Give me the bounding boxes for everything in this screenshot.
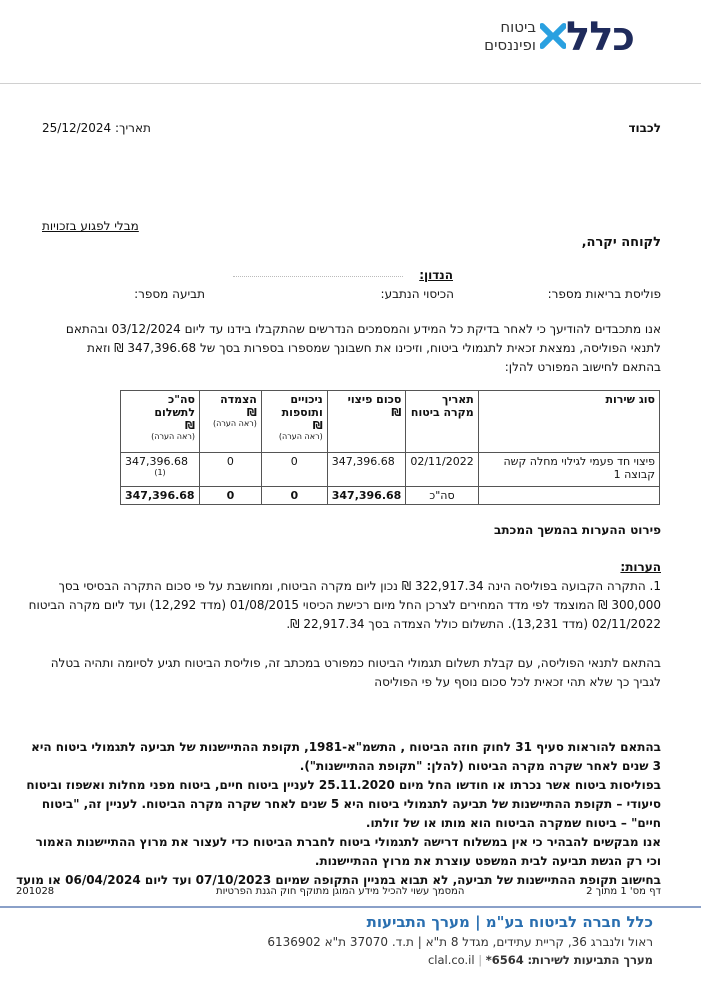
sum-empty: [478, 487, 659, 505]
row-date: 02/11/2022: [406, 453, 478, 487]
logo-wordmark: כלל: [566, 14, 635, 60]
limitation-line-4: סיעודי – תקופת ההתיישנות של תביעה לתגמולי ביטוח היא 5 שנים לאחר שקרה מקרה הביטוח. לעניין זה, "ביטוח: [41, 797, 661, 811]
details-title: פירוט ההערות בהמשך המכתב: [494, 523, 661, 537]
policy-end-line-2: לגביך כך שלא תהי זכאית לכל סכום נוסף על פי הפוליסה: [374, 675, 661, 689]
note-line-3: 02/11/2022 (מדד 13,231). התשלום כולל הצמדה בסך 22,917.34 ₪.: [286, 617, 661, 631]
col-service: סוג שירות: [478, 391, 659, 453]
row-total: [121, 453, 200, 487]
col-deductions: [261, 391, 327, 453]
note-line-1: 1. התקרה הקבועה בפוליסה הינה 322,917.34 ₪ נכון ליום מקרה הביטוח, ומחושבת על פי סכום התקרה הבסיסי בסך: [58, 579, 661, 593]
col-amount-unit: ₪: [391, 406, 402, 419]
limitation-line-6: אנו מבקשים להבהיר כי אין במשלוח דרישה לתגמולי ביטוח לחברת הביטוח כדי לעצור את מרוץ ההתיישנות האמור: [35, 835, 661, 849]
date-value: 25/12/2024: [42, 121, 112, 135]
row-service: פיצוי חד פעמי לגילוי מחלה קשה קבוצה 1: [478, 453, 659, 487]
row-linkage: 0: [199, 453, 261, 487]
intro-line-2: לתנאי הפוליסה, נמצאת זכאית לתגמולי ביטוח, וזיכינו את חשבונך שמספרו בספרות בסך של 347,396.68 ₪ וזאת: [87, 341, 661, 355]
sum-linkage: 0: [199, 487, 261, 505]
claim-number-label: תביעה מספר:: [134, 287, 205, 301]
limitation-line-1: בהתאם להוראות סעיף 31 לחוק חוזה הביטוח , התשמ"א-1981, תקופת ההתיישנות של תביעה לתגמולי ביטוח היא: [31, 740, 661, 754]
table-sum-row: [121, 487, 660, 505]
col-amount: [327, 391, 406, 453]
row-total-ref: (1): [154, 468, 166, 477]
col-linkage-label: הצמדה: [220, 393, 257, 406]
subject-label: הנדון:: [419, 268, 453, 282]
company-logo: [432, 16, 657, 60]
row-deductions: 0: [261, 453, 327, 487]
limitation-line-5: חיים" – ביטוח שמקרה הביטוח הוא מותו או של זולתו.: [365, 816, 661, 830]
note-line-2: 300,000 ₪ המוצמד לפי מדד המחירים לצרכן החל מיום רכישת הכיסוי 01/08/2015 (מדד 12,292) ועד ליום מקרה הביטוח: [28, 598, 661, 612]
col-deductions-label: ניכויים ותוספות: [281, 393, 323, 419]
recipient-label: לכבוד: [628, 121, 661, 135]
privacy-disclaimer: המסמך עשוי להכיל מידע המוגן מתוקף חוק הגנת הפרטיות: [216, 886, 465, 897]
without-prejudice: מבלי לפגוע בזכויות: [42, 219, 139, 233]
company-address: ראול ולנברג 36, קריית עתידים, מגדל 8 ת"א | ת.ד. 37070 ת"א 6136902: [267, 935, 653, 949]
col-linkage-unit: ₪: [246, 406, 257, 419]
claims-table: [120, 390, 660, 505]
page-number: דף מס' 1 מתוך 2: [586, 886, 661, 897]
company-name: כלל חברה לביטוח בע"מ | מערך התביעות: [366, 913, 653, 931]
greeting: לקוחה יקרה,: [581, 235, 661, 250]
col-amount-label: סכום פיצוי: [347, 393, 402, 406]
limitation-line-2: 3 שנים לאחר שקרה מקרה הביטוח (להלן: "תקופת ההתיישנות").: [299, 759, 661, 773]
row-total-value: 347,396.68: [125, 455, 188, 468]
limitation-line-7: וכי רק הגשת תביעה לבית המשפט עוצרת את מרוץ ההתיישנות.: [314, 854, 661, 868]
notes-title: הערות:: [620, 560, 661, 574]
policy-end-line-1: בהתאם לתנאי הפוליסה, עם קבלת תשלום תגמולי הביטוח כמפורט במכתב זה, פוליסת הביטוח תגיע לסיומה ותהיה בטלה: [50, 656, 661, 670]
table-row: [121, 453, 660, 487]
intro-line-1: אנו מתכבדים להודיעך כי לאחר בדיקת כל המידע והמסמכים הנדרשים שהתקבלו בידנו עד ליום 03/12/2024 ובהתאם: [65, 322, 661, 336]
sum-deductions: 0: [261, 487, 327, 505]
policy-number-label: פוליסת בריאות מספר:: [547, 287, 661, 301]
service-label: מערך התביעות לשירות:: [527, 953, 653, 967]
service-phone: 6564*: [485, 953, 524, 967]
col-date: תאריך מקרה ביטוח: [406, 391, 478, 453]
col-linkage-note: (ראה הערה): [212, 419, 257, 428]
header-divider: [0, 83, 701, 84]
company-website[interactable]: clal.co.il: [427, 953, 475, 967]
col-total-note: (ראה הערה): [151, 432, 195, 441]
sum-label: סה"כ: [406, 487, 478, 505]
col-deductions-unit: ₪: [312, 419, 323, 432]
logo-x-icon: [540, 22, 566, 50]
row-amount: 347,396.68: [327, 453, 406, 487]
table-header-row: [121, 391, 660, 453]
footer-divider: [0, 906, 701, 908]
sum-total: 347,396.68: [121, 487, 200, 505]
col-total: [121, 391, 200, 453]
limitation-line-3: בפוליסות ביטוח אשר נכרתו או חודשו החל מיום 25.11.2020 לעניין ביטוח חיים, ביטוח מפני מחלות ואשפוז וביטוח: [26, 778, 661, 792]
redacted-subject: [233, 276, 403, 277]
col-total-label: סה"כ לתשלום: [154, 393, 195, 419]
service-line: [428, 953, 653, 967]
logo-subtitle-2: ופיננסים: [484, 36, 536, 54]
date-line: [42, 121, 151, 135]
insured-coverage-label: הכיסוי הנתבע:: [380, 287, 454, 301]
footer-separator: |: [478, 953, 483, 967]
date-label: תאריך:: [115, 121, 151, 135]
logo-subtitle-1: ביטוח: [500, 18, 536, 36]
intro-line-3: בהתאם לחישוב המפורט להלן:: [504, 360, 661, 374]
col-deductions-note: (ראה הערה): [278, 432, 323, 441]
col-linkage: [199, 391, 261, 453]
sum-amount: 347,396.68: [327, 487, 406, 505]
col-total-unit: ₪: [185, 419, 195, 432]
document-code: 201028: [16, 886, 55, 897]
limitation-line-8: בחישוב תקופת ההתיישנות של תביעה, לא תבוא במניין התקופה שמיום 07/10/2023 ועד ליום 06/04/2024 או מועד: [16, 873, 661, 887]
